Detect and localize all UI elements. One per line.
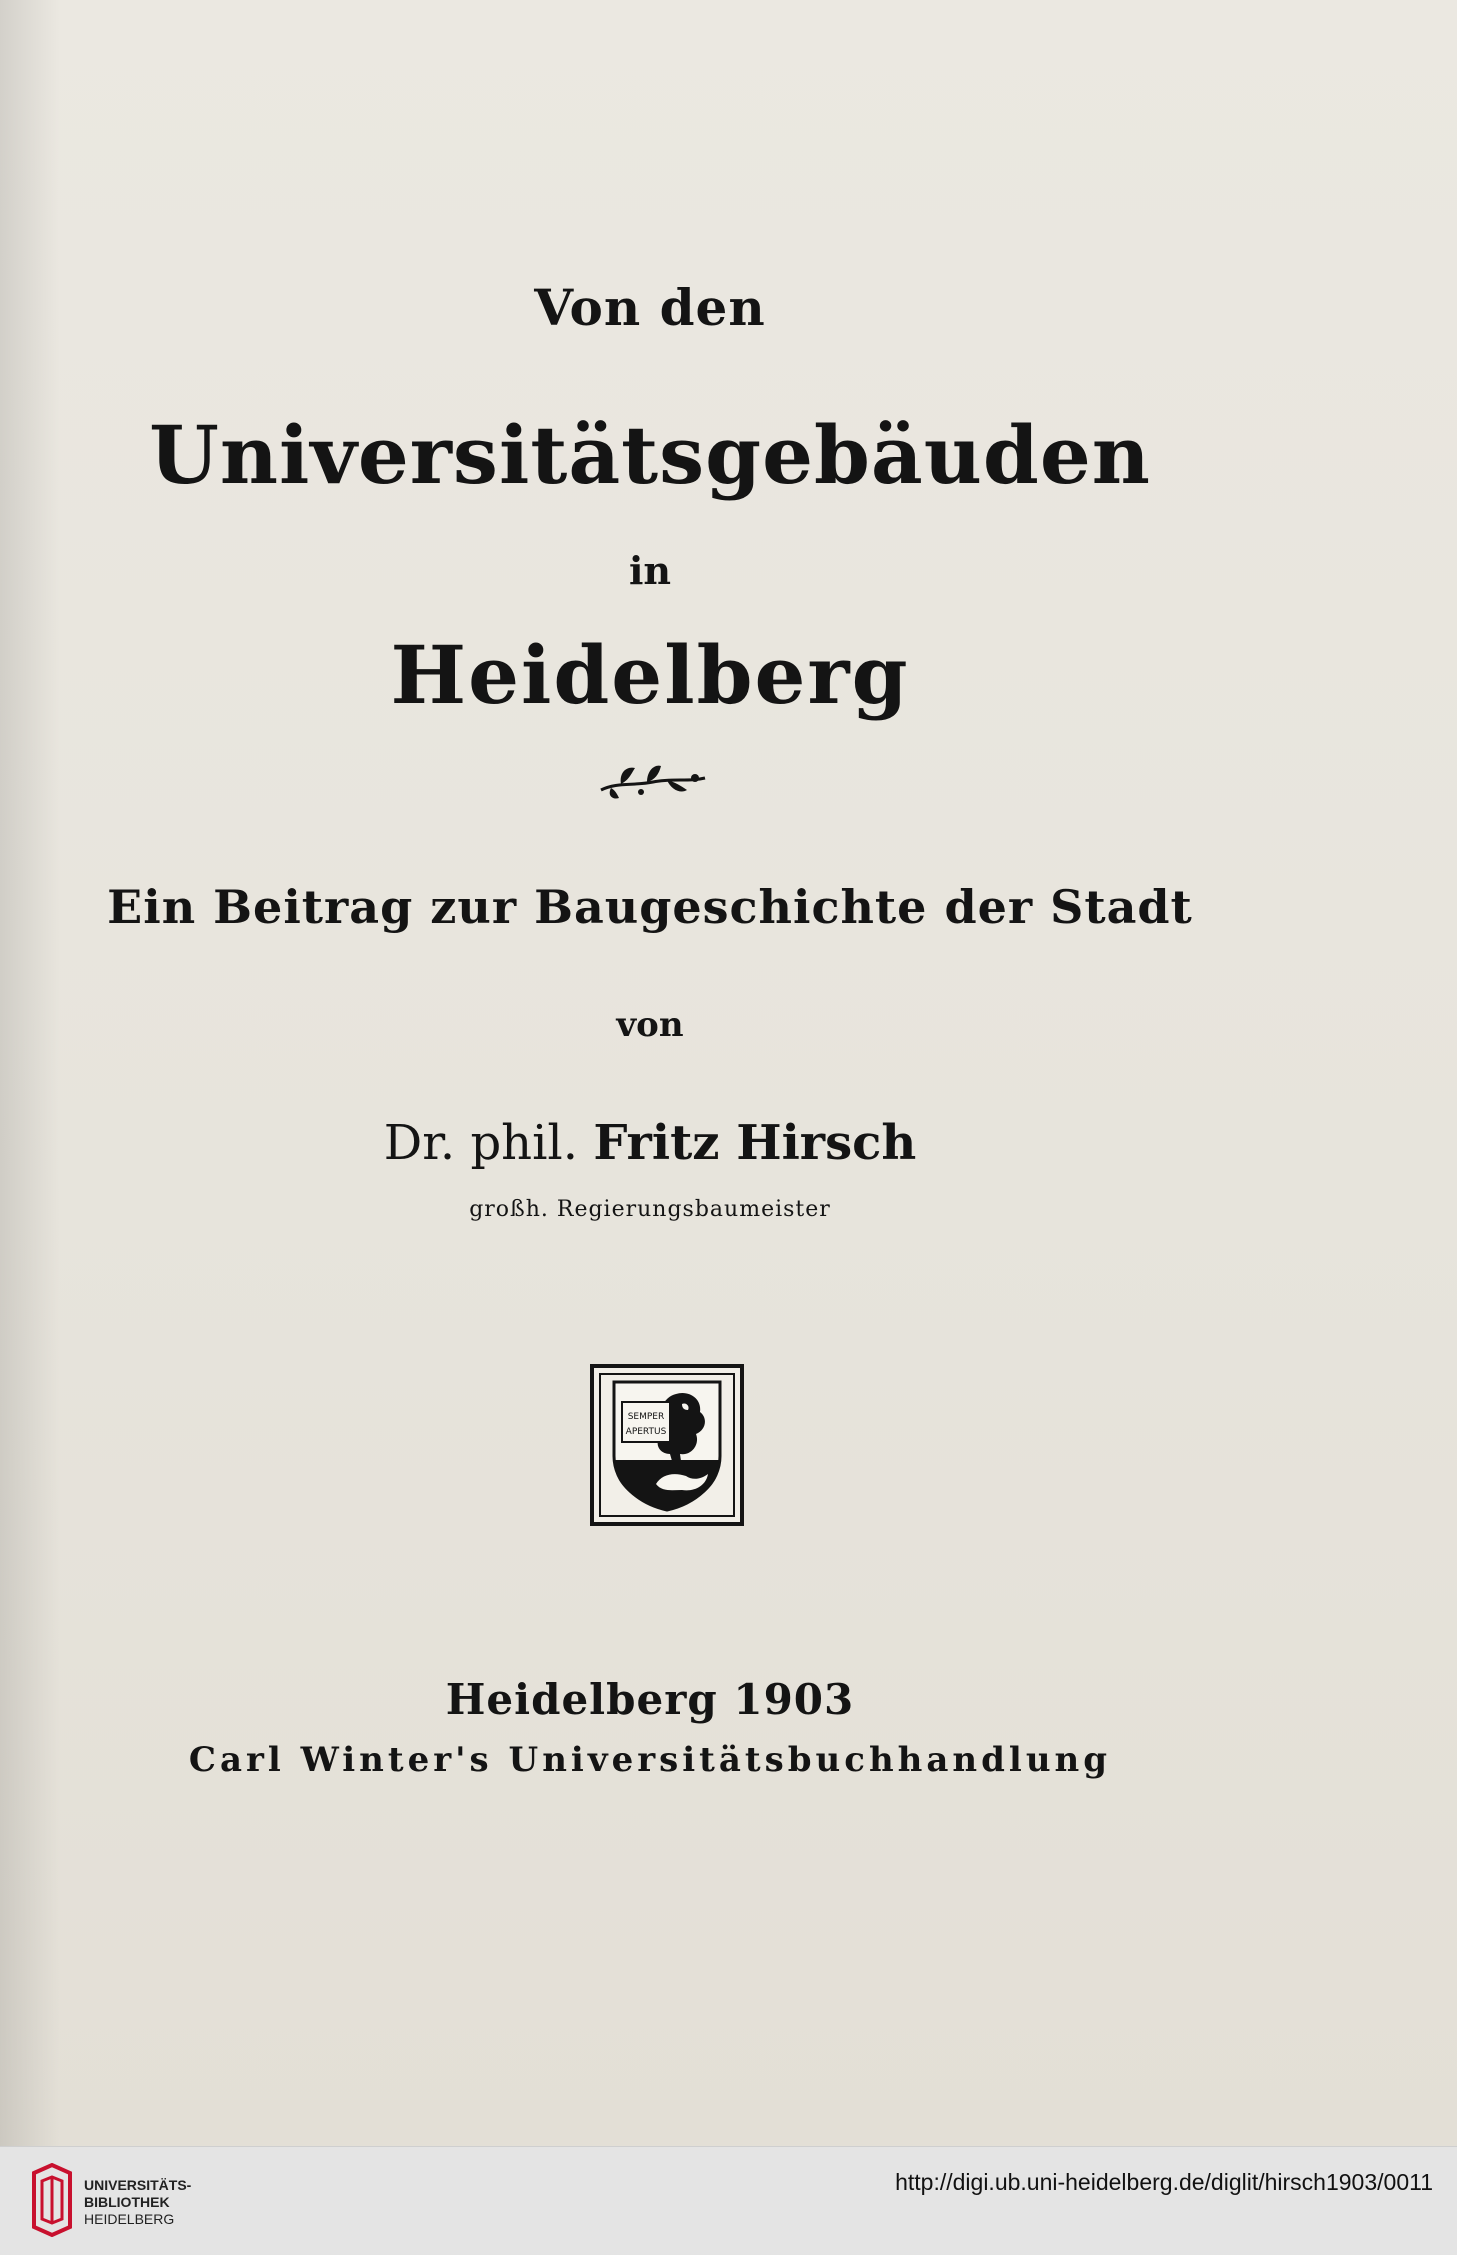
author-name: Fritz Hirsch (593, 1115, 917, 1171)
title-line-2: Universitätsgebäuden (149, 408, 1151, 502)
floral-ornament-icon (597, 760, 709, 804)
title-line-4: Heidelberg (390, 628, 910, 722)
library-name (84, 2177, 191, 2228)
title-line-3: in (628, 548, 672, 593)
library-name-line-2: BIBLIOTHEK (84, 2194, 170, 2210)
imprint-city-year: Heidelberg 1903 (445, 1675, 855, 1724)
library-name-line-1: UNIVERSITÄTS- (84, 2177, 192, 2193)
by-word: von (616, 1005, 684, 1045)
device-motto-2: APERTUS (625, 1427, 667, 1437)
permalink-url[interactable]: http://digi.ub.uni-heidelberg.de/diglit/hirsch1903/0011 (895, 2169, 1433, 2195)
imprint-publisher: Carl Winter's Universitätsbuchhandlung (188, 1740, 1112, 1780)
subtitle: Ein Beitrag zur Baugeschichte der Stadt (107, 880, 1193, 934)
device-motto-1: SEMPER (627, 1412, 665, 1422)
viewer-footer-bar (0, 2146, 1457, 2255)
library-name-line-3: HEIDELBERG (84, 2211, 175, 2227)
author-line (0, 1115, 1300, 1171)
title-line-1: Von den (534, 278, 766, 337)
printer-device-lion-emblem (590, 1364, 744, 1526)
author-degree: Dr. phil. (383, 1115, 579, 1171)
library-logo-icon[interactable] (30, 2163, 74, 2237)
author-title: großh. Regierungsbaumeister (469, 1197, 831, 1222)
